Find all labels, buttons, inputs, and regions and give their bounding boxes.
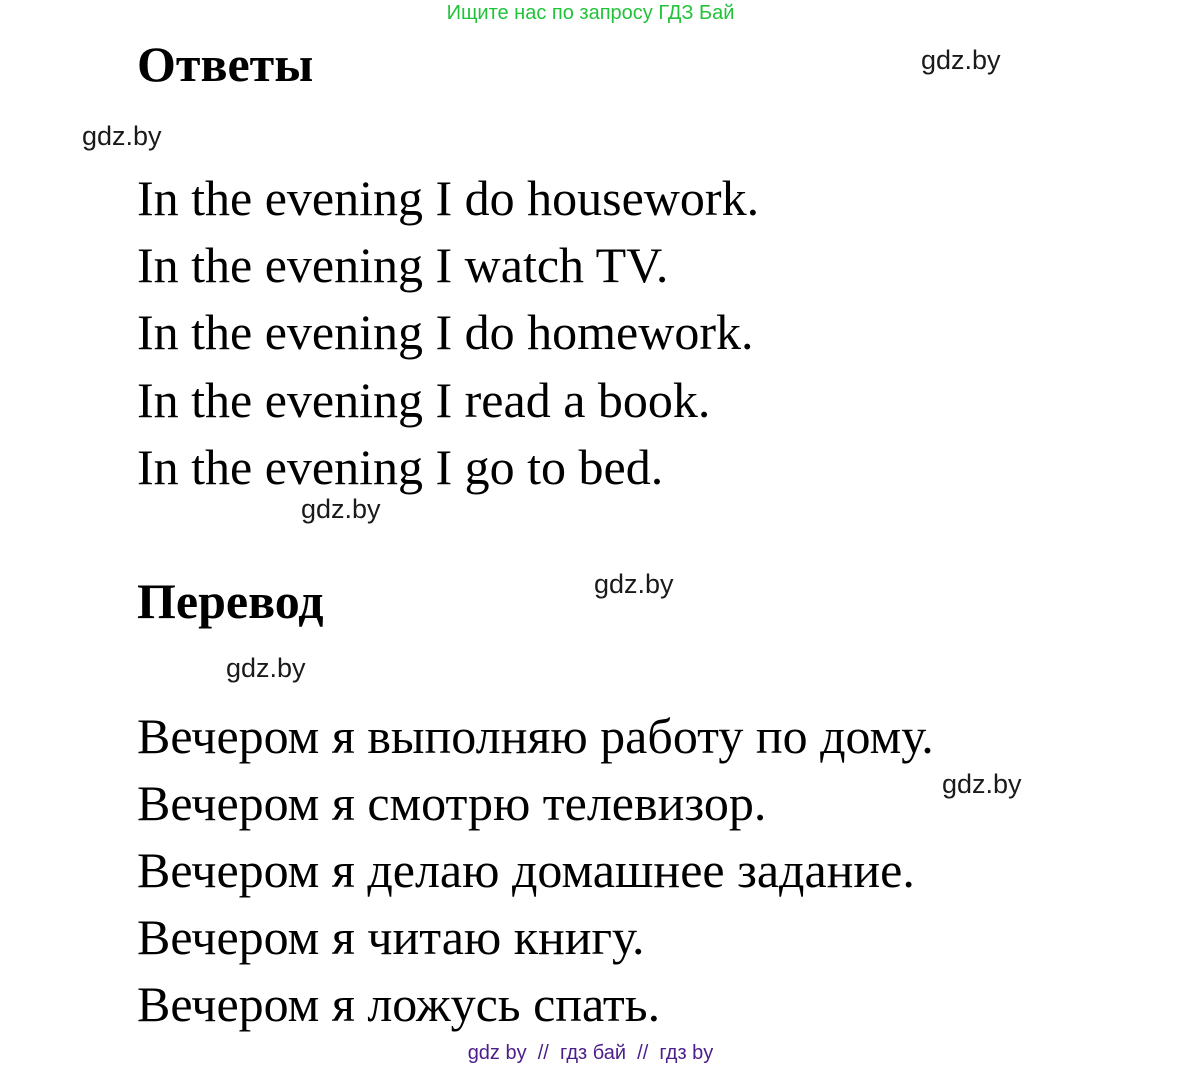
- translation-heading: Перевод: [137, 573, 324, 629]
- translation-line-4: Вечером я читаю книгу.: [137, 909, 645, 965]
- watermark: gdz.by: [594, 569, 674, 599]
- search-hint-banner: Ищите нас по запросу ГДЗ Бай: [446, 2, 735, 24]
- watermark: gdz.by: [226, 653, 306, 683]
- translation-line-3: Вечером я делаю домашнее задание.: [137, 842, 915, 898]
- translation-line-5: Вечером я ложусь спать.: [137, 976, 661, 1032]
- translation-line-2: Вечером я смотрю телевизор.: [137, 775, 767, 831]
- watermark: gdz.by: [942, 769, 1022, 799]
- answer-line-4: In the evening I read a book.: [137, 372, 711, 428]
- watermark: gdz.by: [921, 45, 1001, 75]
- watermark: gdz.by: [82, 121, 162, 151]
- answer-line-5: In the evening I go to bed.: [137, 439, 664, 495]
- answer-line-1: In the evening I do housework.: [137, 170, 760, 226]
- answer-line-2: In the evening I watch TV.: [137, 237, 669, 293]
- answer-line-3: In the evening I do homework.: [137, 304, 754, 360]
- watermark: gdz.by: [301, 494, 381, 524]
- translation-line-1: Вечером я выполняю работу по дому.: [137, 708, 934, 764]
- footer-watermark: gdz by // гдз бай // гдз by: [467, 1042, 714, 1064]
- answers-heading: Ответы: [137, 36, 314, 92]
